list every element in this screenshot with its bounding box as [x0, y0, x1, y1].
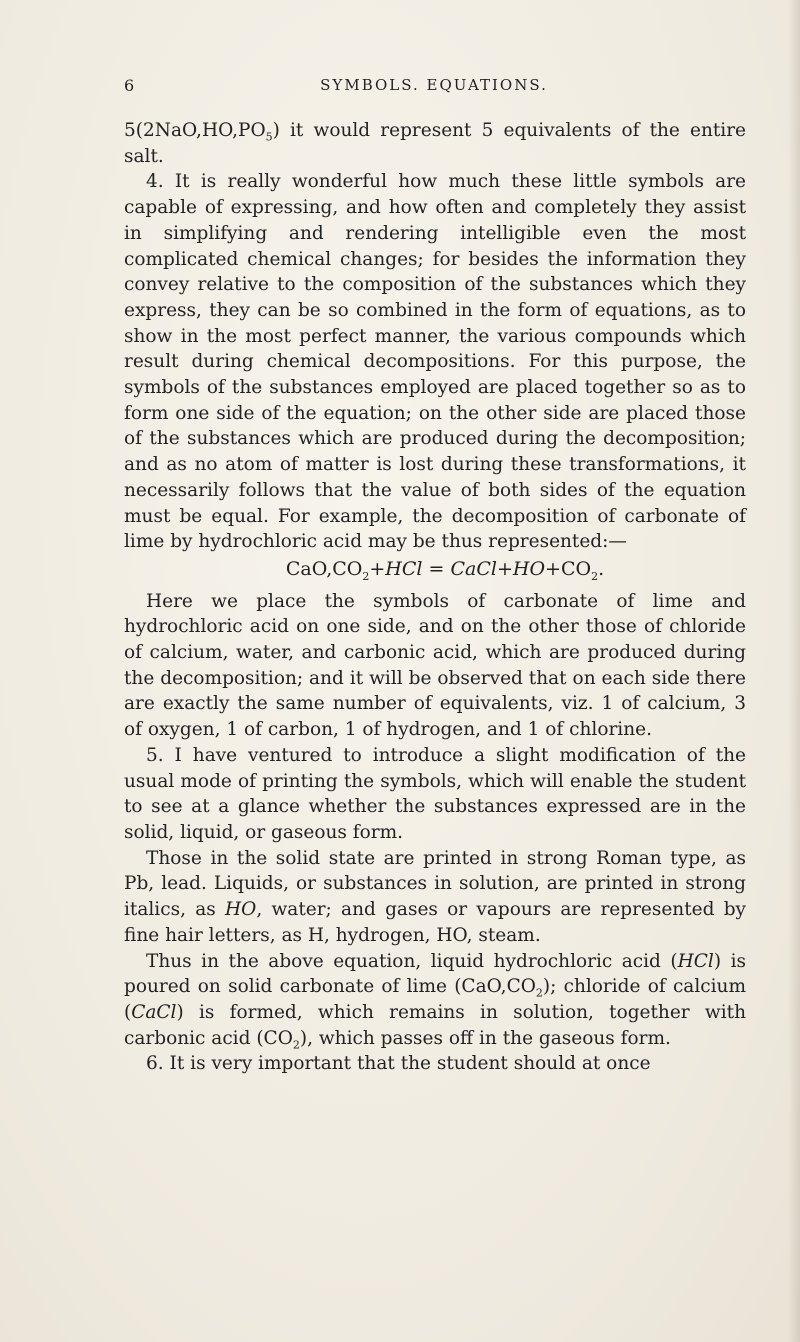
equation-term: CaO,CO: [285, 557, 363, 580]
italic-formula: CaCl: [131, 1001, 177, 1023]
paragraph-text: ) is formed, which remains in solution, together with carbonic acid (CO: [124, 1001, 746, 1049]
paragraph-type-styles: [124, 846, 746, 949]
page-header: [124, 76, 744, 102]
paragraph-thus: [124, 949, 746, 1052]
paragraph-5: 5. I have ventured to introduce a slight modification of the usual mode of printing the symbols, which will enable the student to see at a glance whether the substances expressed are in the solid, liquid, or gaseous form.: [124, 744, 746, 843]
equation-term: HCl: [385, 557, 423, 580]
equation-punctuation: .: [598, 557, 605, 580]
paragraph-continuation: [124, 118, 746, 169]
formula-subscript: 2: [535, 986, 543, 1000]
chemical-equation: [124, 557, 746, 583]
equation-operator: +: [545, 557, 561, 580]
paragraph-4: 4. It is really wonderful how much these little symbols are capable of expressing, and how often and completely they assist in simplifying and rendering intelligible even the most complicated chemical changes; for besides the information they convey relative to the composition of the substances which they express, they can be so combined in the form of equations, as to show in the most perfect manner, the various compounds which result during chemical decompositions. For this purpose, the symbols of the substances employed are placed together so as to form one side of the equation; on the other side are placed those of the substances which are produced during the decomposition; and as no atom of matter is lost during these transformations, it necessarily follows that the value of both sides of the equation must be equal. For example, the decomposition of carbonate of lime by hydrochloric acid may be thus represented:—: [124, 171, 746, 553]
running-head: SYMBOLS. EQUATIONS.: [320, 76, 548, 94]
equation-term: CaCl: [450, 557, 497, 580]
equation-term: HO: [512, 557, 546, 580]
formula-salt: [124, 120, 280, 144]
paragraph-text: Those in the solid state are printed in strong Roman type, as Pb, lead. Liquids, or substances in solution, are printed in strong italics, as: [124, 847, 746, 921]
formula-subscript: 2: [292, 1038, 300, 1052]
formula-text: 5(2NaO,HO,PO: [124, 120, 266, 141]
paragraph-text: ) is poured on solid carbonate of lime (CaO,CO: [124, 950, 746, 998]
paragraph-text: , water; and gases or vapours are represented by fine hair letters, as H, hydrogen, HO, steam.: [124, 899, 747, 946]
equation-subscript: 2: [591, 569, 599, 583]
italic-formula: HO: [225, 899, 257, 921]
equation-operator: +: [496, 557, 513, 580]
paragraph-explanation: Here we place the symbols of carbonate of lime and hydrochloric acid on one side, and on the other those of chloride of calcium, water, and carbonic acid, which are produced during the decomposition; and it will be observed that on each side there are exactly the same number of equivalents, viz. 1 of calcium, 3 of oxygen, 1 of carbon, 1 of hydrogen, and 1 of chlorine.: [124, 590, 746, 741]
page-edge-shadow: [788, 0, 800, 1342]
paragraph-text: ), which passes off in the gaseous form.: [299, 1027, 671, 1049]
page-number: 6: [124, 76, 136, 95]
paragraph-text: ); chloride of calcium (: [124, 976, 746, 1023]
equation-term: CO: [560, 557, 592, 580]
equation-operator: =: [428, 557, 445, 580]
paragraph-text: Thus in the above equation, liquid hydrochloric acid (: [146, 950, 678, 972]
paragraph-6: 6. It is very important that the student should at once: [146, 1053, 651, 1075]
italic-formula: HCl: [677, 950, 714, 972]
formula-text: ): [272, 120, 280, 141]
formula-subscript: 5: [265, 130, 273, 144]
body-text: [124, 118, 746, 1077]
equation-subscript: 2: [362, 569, 370, 583]
paragraph-text: it would represent 5 equivalents of the entire salt.: [124, 120, 747, 167]
equation-operator: +: [369, 557, 386, 580]
